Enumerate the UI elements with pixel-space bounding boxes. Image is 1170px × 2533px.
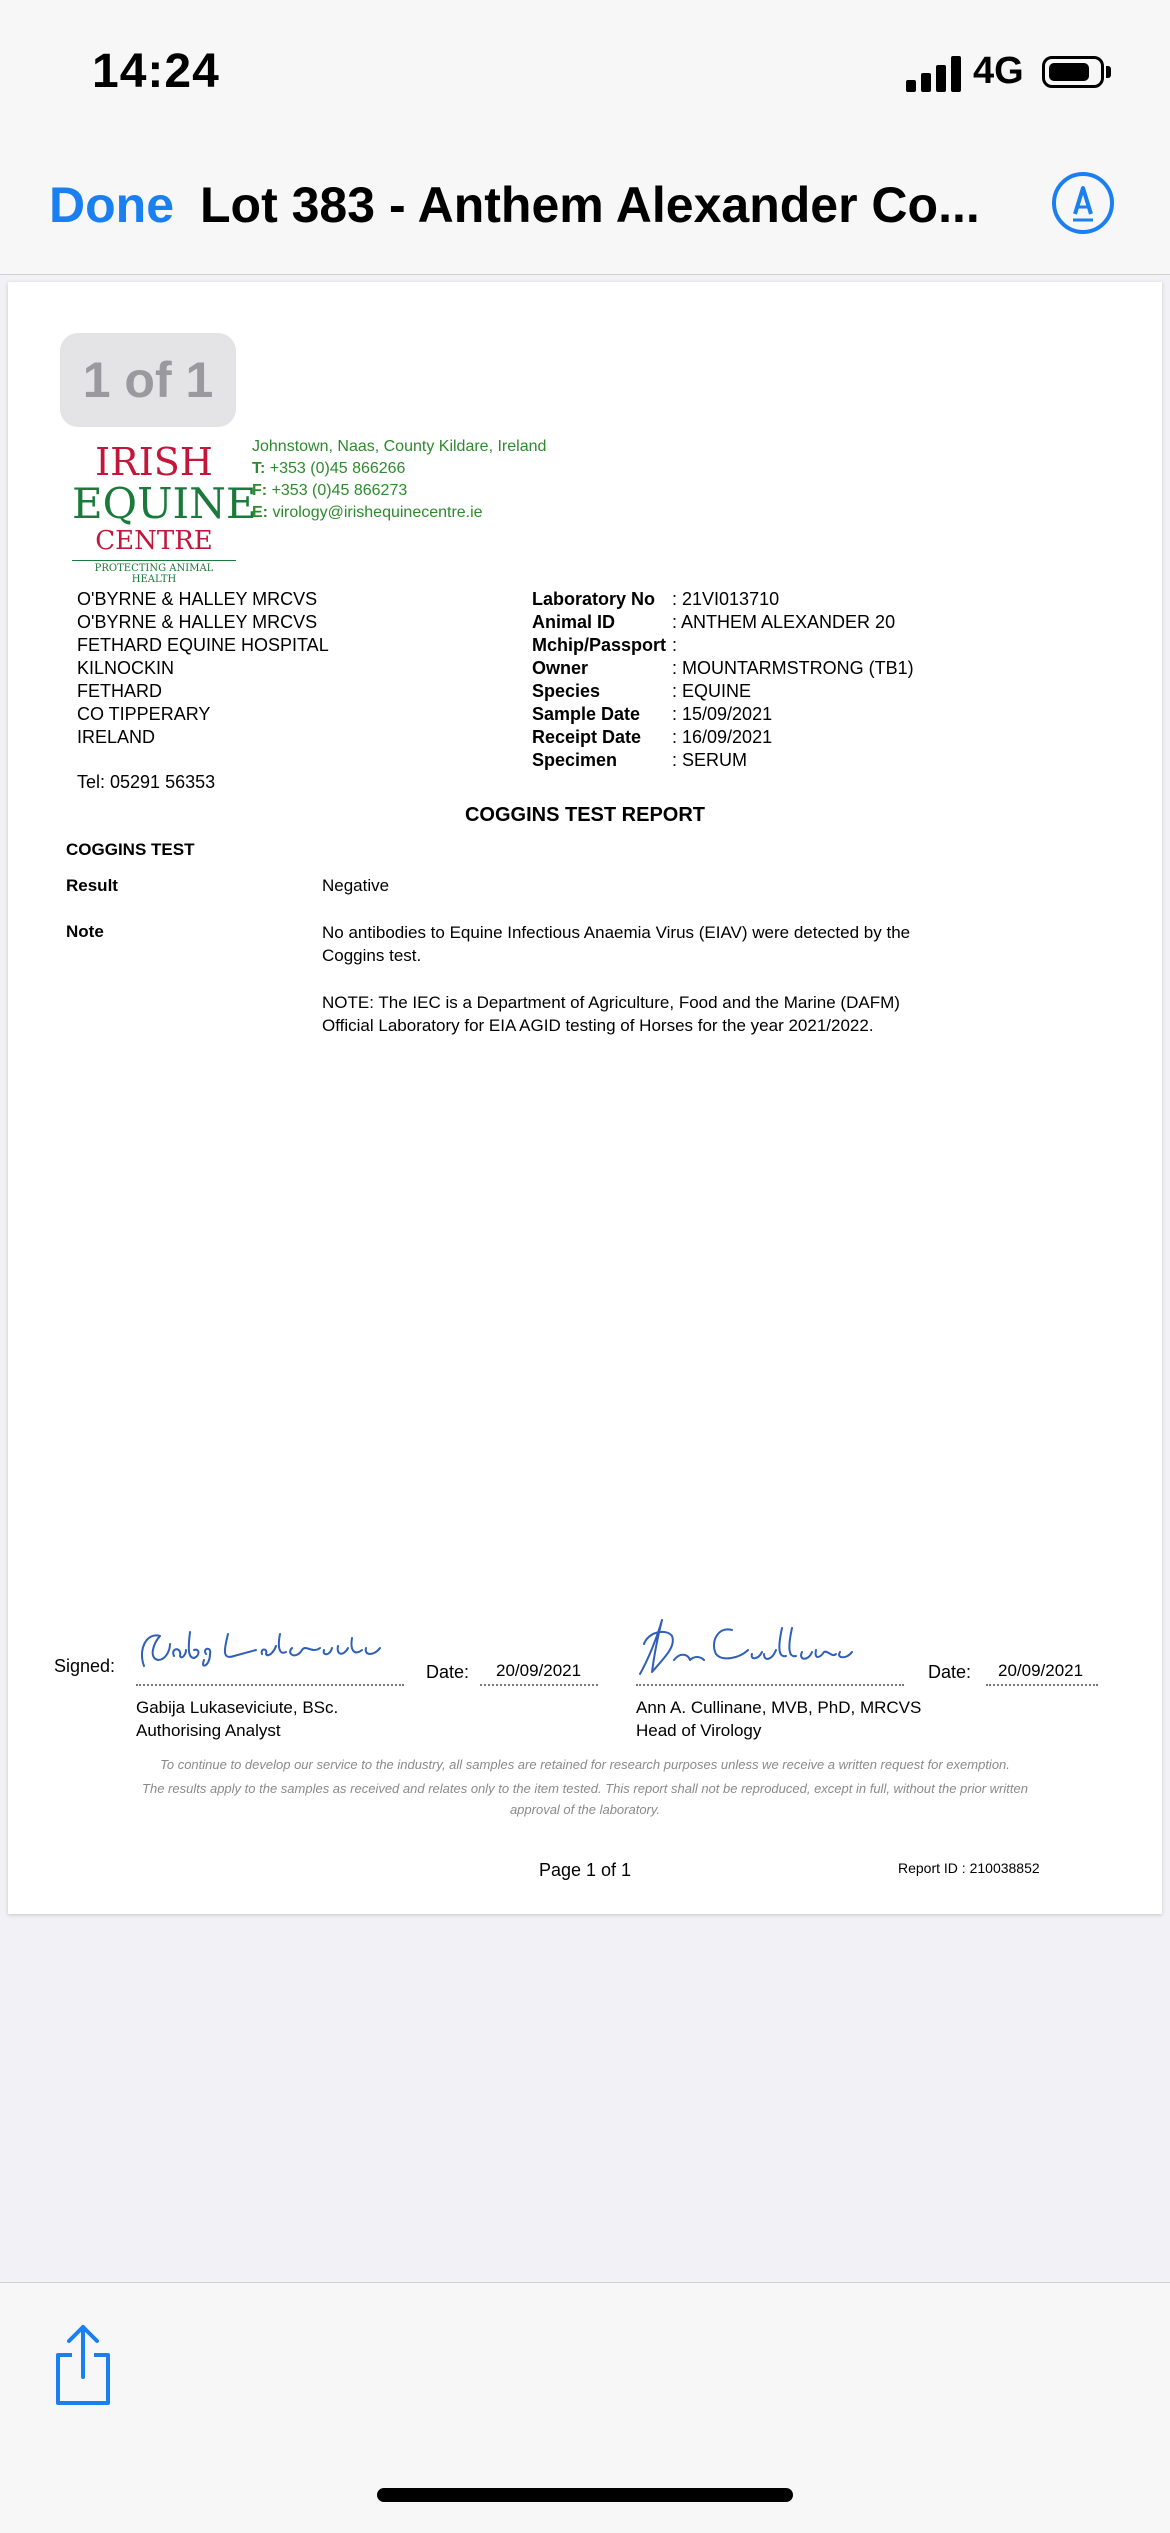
lab-row: Species : EQUINE <box>532 681 752 701</box>
signature-2-image <box>636 1616 862 1680</box>
date-label-2: Date: <box>928 1662 972 1682</box>
signal-icon <box>906 56 962 92</box>
signer-1-role: Authorising Analyst <box>136 1721 281 1740</box>
lab-row: Laboratory No : 21VI013710 <box>532 589 780 609</box>
network-type: 4G <box>973 50 1024 92</box>
date-label-1: Date: <box>426 1662 470 1682</box>
note-text: No antibodies to Equine Infectious Anaemia Virus (EIAV) were detected by the Coggins test. <box>322 923 911 965</box>
results-disclaimer: The results apply to the samples as received and relates only to the item tested. This report shall not be reproduced, except in full, without the prior written approval of the laboratory. <box>142 1781 1028 1817</box>
irish-equine-centre-logo: IRISH EQUINE CENTRE PROTECTING ANIMAL HEALTH <box>72 440 257 585</box>
nav-bar <box>0 140 1170 275</box>
signer-1 <box>136 1696 338 1742</box>
signature-2-date: 20/09/2021 <box>998 1661 1084 1680</box>
note-text-2: NOTE: The IEC is a Department of Agriculture, Food and the Marine (DAFM) Official Laboratory for EIA AGID testing of Horses for the year 2021/2022. <box>322 993 900 1035</box>
status-bar <box>0 0 1170 140</box>
contact-fax: +353 (0)45 866273 <box>271 482 408 499</box>
home-indicator[interactable] <box>377 2488 793 2502</box>
date-1-line <box>480 1684 598 1686</box>
markup-pen-icon[interactable] <box>1052 172 1114 234</box>
recipient-tel: Tel: 05291 56353 <box>77 772 216 792</box>
page-counter: 1 of 1 <box>60 333 236 427</box>
lab-row: Specimen : SERUM <box>532 750 748 770</box>
signer-1-name: Gabija Lukaseviciute, BSc. <box>136 1698 339 1717</box>
report-title: COGGINS TEST REPORT <box>464 804 706 826</box>
signer-2-name: Ann A. Cullinane, MVB, PhD, MRCVS <box>636 1698 922 1717</box>
signed-label: Signed: <box>54 1656 116 1676</box>
contact-email: virology@irishequinecentre.ie <box>272 504 483 521</box>
section-title: COGGINS TEST <box>66 840 195 859</box>
recipient-address: O'BYRNE & HALLEY MRCVS O'BYRNE & HALLEY MRCVS FETHARD EQUINE HOSPITAL KILNOCKIN FETHARD CO TIPPERARY IRELAND <box>77 589 329 747</box>
lab-row: Mchip/Passport : <box>532 635 678 655</box>
signature-1-image <box>136 1620 396 1676</box>
status-time: 14:24 <box>92 45 220 98</box>
lab-row: Receipt Date : 16/09/2021 <box>532 727 773 747</box>
contact-block: Johnstown, Naas, County Kildare, Ireland T: +353 (0)45 866266 F: +353 (0)45 866273 E: virology@irishequinecentre.ie <box>252 438 547 521</box>
lab-info <box>532 588 914 772</box>
contact-address: Johnstown, Naas, County Kildare, Ireland <box>252 438 547 455</box>
battery-icon <box>1042 56 1104 88</box>
done-button[interactable]: Done <box>49 177 174 233</box>
lab-row: Owner : MOUNTARMSTRONG (TB1) <box>532 658 914 678</box>
page-number: Page 1 of 1 <box>538 1860 632 1880</box>
contact-phone: +353 (0)45 866266 <box>269 460 406 477</box>
date-2-line <box>986 1684 1098 1686</box>
lab-row: Animal ID : ANTHEM ALEXANDER 20 <box>532 612 896 632</box>
battery-tip <box>1106 66 1111 78</box>
share-icon[interactable] <box>50 2323 116 2409</box>
result-value: Negative <box>322 876 390 895</box>
signature-2-line <box>636 1684 904 1686</box>
retention-notice: To continue to develop our service to the industry, all samples are retained for research purposes unless we receive a written request for exemption. <box>160 1757 1010 1772</box>
signer-2-role: Head of Virology <box>636 1721 762 1740</box>
result-label: Result <box>66 876 118 895</box>
report-id: Report ID : 210038852 <box>898 1860 1040 1876</box>
signer-2 <box>636 1696 921 1742</box>
signature-1-date: 20/09/2021 <box>496 1661 582 1680</box>
signature-1-line <box>136 1684 404 1686</box>
note-label: Note <box>66 922 104 941</box>
lab-row: Sample Date : 15/09/2021 <box>532 704 773 724</box>
document-title: Lot 383 - Anthem Alexander Co... <box>200 177 980 233</box>
